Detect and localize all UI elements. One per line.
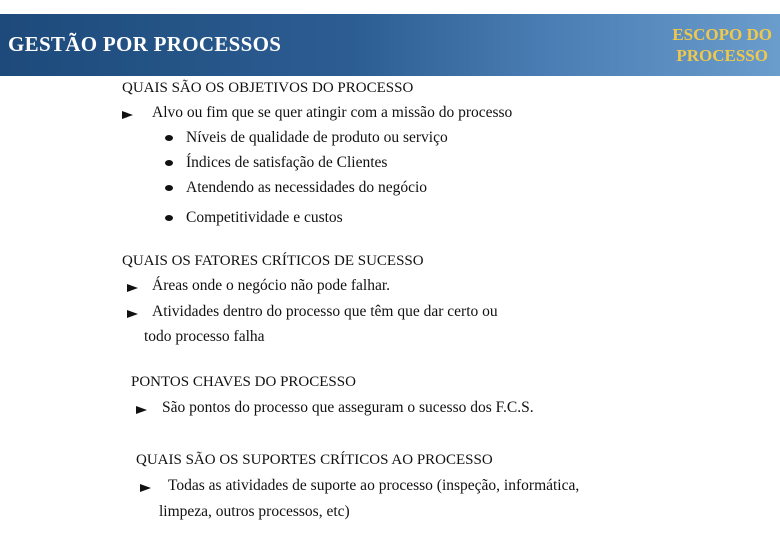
suportes-item-continuation: limpeza, outros processos, etc) (159, 503, 350, 520)
fatores-item: Áreas onde o negócio não pode falhar. (152, 277, 391, 294)
arrow-bullet-icon (140, 484, 151, 492)
arrow-bullet-icon (136, 406, 147, 414)
round-bullet-icon (165, 160, 173, 166)
objetivos-subitem: Competitividade e custos (186, 209, 343, 226)
round-bullet-icon (165, 135, 173, 141)
scope-label-line2: PROCESSO (676, 46, 768, 65)
arrow-bullet-icon (127, 310, 138, 318)
objetivos-subitem: Níveis de qualidade de produto ou serviço (186, 129, 448, 146)
slide-title: GESTÃO POR PROCESSOS (8, 32, 282, 56)
objetivos-subitem: Atendendo as necessidades do negócio (186, 179, 428, 196)
suportes-item: Todas as atividades de suporte ao processo (inspeção, informática, (168, 477, 580, 494)
fatores-item-continuation: todo processo falha (144, 328, 265, 345)
section-heading-suportes: QUAIS SÃO OS SUPORTES CRÍTICOS AO PROCESSO (136, 452, 493, 468)
round-bullet-icon (165, 215, 173, 221)
section-heading-objetivos: QUAIS SÃO OS OBJETIVOS DO PROCESSO (122, 80, 414, 96)
pontos-item: São pontos do processo que asseguram o sucesso dos F.C.S. (162, 399, 534, 416)
fatores-item: Atividades dentro do processo que têm que dar certo ou (152, 303, 498, 320)
objetivos-subitem: Índices de satisfação de Clientes (186, 154, 388, 171)
arrow-bullet-icon (127, 284, 138, 292)
section-heading-fatores: QUAIS OS FATORES CRÍTICOS DE SUCESSO (122, 253, 424, 269)
round-bullet-icon (165, 185, 173, 191)
objetivos-main-item: Alvo ou fim que se quer atingir com a missão do processo (152, 104, 513, 121)
scope-label-line1: ESCOPO DO (672, 25, 772, 44)
section-heading-pontos: PONTOS CHAVES DO PROCESSO (131, 374, 356, 390)
arrow-bullet-icon (122, 111, 133, 119)
